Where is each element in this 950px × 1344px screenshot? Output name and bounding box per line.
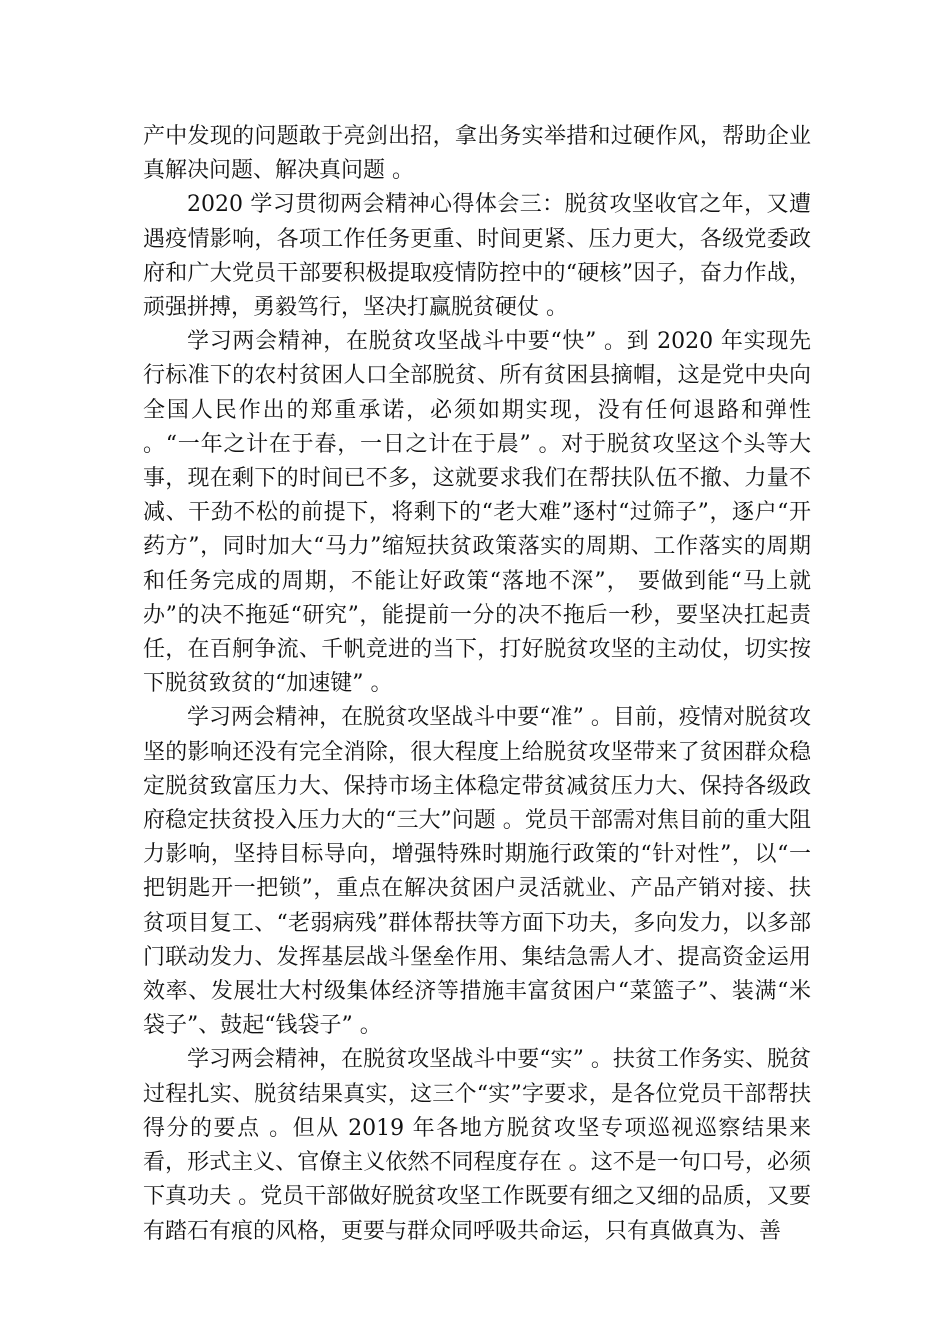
paragraph-1: 产中发现的问题敢于亮剑出招，拿出务实举措和过硬作风，帮助企业真解决问题、解决真问题 。 [143,124,811,184]
document-body [143,120,811,1249]
paragraph-3: 学习两会精神，在脱贫攻坚战斗中要“快” 。到 2020 年实现先行标准下的农村贫困人口全部脱贫、所有贫困县摘帽，这是党中央向全国人民作出的郑重承诺，必须如期实现，没有任何退路和弹性 。“一年之计在于春，一日之计在于晨” 。对于脱贫攻坚这个头等大事，现在剩下的时间已不多，这就要求我们在帮扶队伍不撤、力量不减、干劲不松的前提下，将剩下的“老大难”逐村“过筛子”，逐户“开药方”，同时加大“马力”缩短扶贫政策落实的周期、工作落实的周期和任务完成的周期，不能让好政策“落地不深”， 要做到能“马上就办”的决不拖延“研究”，能提前一分的决不拖后一秒，要坚决扛起责任，在百舸争流、千帆竞进的当下，打好脱贫攻坚的主动仗，切实按下脱贫致贫的“加速键” 。 [143,329,811,697]
paragraph-2: 2020 学习贯彻两会精神心得体会三：脱贫攻坚收官之年，又遭遇疫情影响，各项工作任务更重、时间更紧、压力更大，各级党委政府和广大党员干部要积极提取疫情防控中的“硬核”因子，奋力作战，顽强拼搏，勇毅笃行，坚决打赢脱贫硬仗 。 [143,192,811,321]
paragraph-4: 学习两会精神，在脱贫攻坚战斗中要“准” 。目前，疫情对脱贫攻坚的影响还没有完全消除，很大程度上给脱贫攻坚带来了贫困群众稳定脱贫致富压力大、保持市场主体稳定带贫减贫压力大、保持各级政府稳定扶贫投入压力大的“三大”问题 。党员干部需对焦目前的重大阻力影响，坚持目标导向，增强特殊时期施行政策的“针对性”，以“一把钥匙开一把锁”，重点在解决贫困户灵活就业、产品产销对接、扶贫项目复工、“老弱病残”群体帮扶等方面下功夫，多向发力，以多部门联动发力、发挥基层战斗堡垒作用、集结急需人才、提高资金运用效率、发展壮大村级集体经济等措施丰富贫困户“菜篮子”、装满“米袋子”、鼓起“钱袋子” 。 [143,705,811,1039]
paragraph-5: 学习两会精神，在脱贫攻坚战斗中要“实” 。扶贫工作务实、脱贫过程扎实、脱贫结果真实，这三个“实”字要求，是各位党员干部帮扶得分的要点 。但从 2019 年各地方脱贫攻坚专项巡视巡察结果来看，形式主义、官僚主义依然不同程度存在 。这不是一句口号，必须下真功夫 。党员干部做好脱贫攻坚工作既要有细之又细的品质，又要有踏石有痕的风格，更要与群众同呼吸共命运，只有真做真为、善 [143,1047,811,1244]
